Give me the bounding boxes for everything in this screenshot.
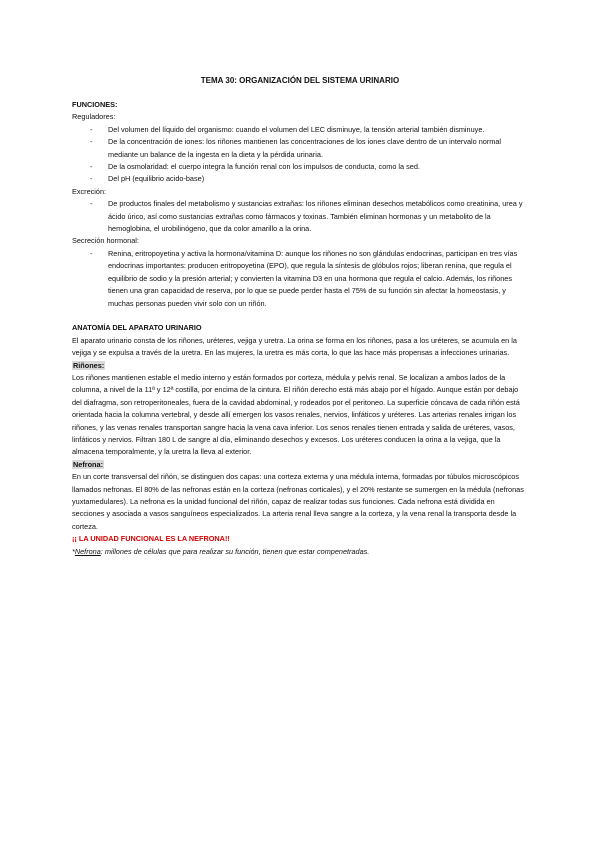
list-item: - De la osmolaridad: el cuerpo integra la función renal con los impulsos de conducta, como la sed. bbox=[72, 161, 528, 173]
list-item: - Del volumen del líquido del organismo: cuando el volumen del LEC disminuye, la tensión arterial también disminuye. bbox=[72, 124, 528, 136]
spacer bbox=[72, 310, 528, 322]
anatomia-intro: El aparato urinario consta de los riñones, uréteres, vejiga y uretra. La orina se forma en los riñones, pasa a los uréteres, se acumula en la vejiga y se expulsa a través de la uretra. En las mujeres, la uretra es más corta, lo que las hace más propensas a infecciones urinarias. bbox=[72, 335, 517, 358]
bullet-dash: - bbox=[90, 124, 93, 134]
page-title: TEMA 30: ORGANIZACIÓN DEL SISTEMA URINARIO bbox=[200, 76, 400, 85]
bullet-dash: - bbox=[90, 162, 93, 172]
reguladores-label: Reguladores: bbox=[72, 112, 116, 122]
secrecion-list bbox=[72, 248, 528, 310]
bullet-dash: - bbox=[90, 137, 93, 147]
excrecion-label: Excreción: bbox=[72, 186, 107, 196]
rinones-label: Riñones: bbox=[73, 360, 105, 370]
list-item: - Renina, eritropoyetina y activa la hormona/vitamina D: aunque los riñones no son glándulas endocrinas, participan en tres vías endocrinas importantes: producen eritropoyetina (EPO), que regula la síntesis de glóbulos rojos; liberan renina, que regula el equilibrio de sodio y la presión arterial; y convierten la vitamina D3 en una hormona que regula el calcio. Además, los riñones tienen una gran capacidad de reserva, por lo que se puede perder hasta el 75% de su función sin afectar la homeostasis, y muchas personas pueden vivir solo con un riñón. bbox=[72, 248, 528, 310]
footnote-text: : millones de células que para realizar su función, tienen que estar compenetradas. bbox=[100, 546, 370, 556]
bullet-dash: - bbox=[90, 199, 93, 209]
bullet-dash: - bbox=[90, 174, 93, 184]
secrecion-label: Secreción hormonal: bbox=[72, 236, 139, 246]
reguladores-list bbox=[72, 124, 528, 186]
footnote-prefix: * bbox=[72, 546, 75, 556]
nefrona-label: Nefrona: bbox=[73, 459, 103, 469]
footnote-term: Nefrona bbox=[74, 546, 101, 556]
document-body bbox=[72, 99, 528, 558]
list-item: - De la concentración de iones: los riñones mantienen las concentraciones de los iones clave dentro de un intervalo normal mediante un balance de la ingesta en la dieta y la pérdida urinaria. bbox=[72, 136, 528, 161]
anatomia-heading: ANATOMÍA DEL APARATO URINARIO bbox=[72, 323, 202, 333]
rinones-text: Los riñones mantienen estable el medio interno y están formados por corteza, médula y pelvis renal. Se localizan a ambos lados de la columna, a nivel de la 11ª y 12ª costilla, por encima de la cintura. El riñón derecho está más abajo por el hígado. Aunque están por debajo del diafragma, son retroperitoneales, fuera de la cavidad abdominal, y rodeados por el peritoneo. La superficie cóncava de cada riñón está orientada hacia la columna vertebral, y desde allí emergen los vasos renales, nervios, linfáticos y uréteres. Las arterias renales irrigan los riñones, y las venas renales transportan sangre hacia la vena cava inferior. Los senos renales tienen entrada y salida de uréteres, vasos, linfáticos y nervios. Filtran 180 L de sangre al día, eliminando desechos y excesos. Los uréteres conducen la orina a la vejiga, que la almacena temporalmente, y la uretra la lleva al exterior. bbox=[72, 372, 520, 457]
footnote bbox=[72, 546, 528, 558]
excrecion-list bbox=[72, 198, 528, 235]
funciones-heading: FUNCIONES: bbox=[72, 100, 118, 109]
nefrona-text: En un corte transversal del riñón, se distinguen dos capas: una corteza externa y una médula interna, formadas por túbulos microscópicos llamados nefronas. El 80% de las nefronas están en la corteza (nefronas corticales), y el 20% restante se sumergen en la médula (nefronas yuxtamedulares). La nefrona es la unidad funcional del riñón, capaz de realizar todas sus funciones. Cada nefrona está dividida en secciones y asociada a vasos sanguíneos especializados. La arteria renal lleva sangre a la corteza, y la vena renal la transporta desde la corteza. bbox=[72, 472, 524, 531]
bullet-dash: - bbox=[90, 248, 93, 258]
red-note: ¡¡ LA UNIDAD FUNCIONAL ES LA NEFRONA!! bbox=[72, 534, 230, 544]
list-item: - De productos finales del metabolismo y sustancias extrañas: los riñones eliminan desechos metabólicos como creatinina, urea y ácido úrico, así como sustancias extrañas como fármacos y toxinas. También eliminan hormonas y un metabolito de la hemoglobina, el urobilinógeno, que da color amarillo a la orina. bbox=[72, 198, 528, 235]
list-item: - Del pH (equilibrio acido-base) bbox=[72, 173, 528, 185]
